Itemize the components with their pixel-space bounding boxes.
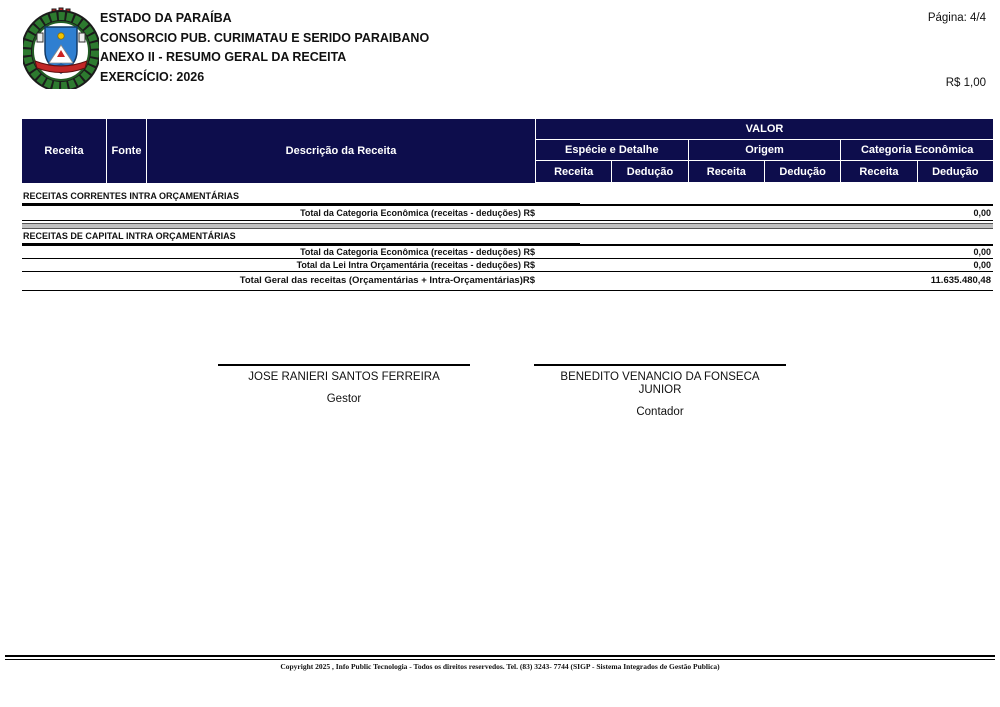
col-header-categoria-deducao: Dedução xyxy=(918,161,993,182)
signature-name: BENEDITO VENANCIO DA FONSECA JUNIOR xyxy=(560,371,760,396)
footer-rule xyxy=(5,655,995,660)
signature-name: JOSE RANIERI SANTOS FERREIRA xyxy=(248,371,440,383)
signature-line xyxy=(218,364,470,366)
col-header-valor: VALOR xyxy=(536,119,993,139)
section-title: RECEITAS DE CAPITAL INTRA ORÇAMENTÁRIAS xyxy=(22,229,580,244)
grand-total-label: Total Geral das receitas (Orçamentárias + Intra-Orçamentárias)R$ xyxy=(239,275,535,286)
col-header-especie-deducao: Dedução xyxy=(612,161,687,182)
signature-block-contador xyxy=(534,364,786,418)
table-row xyxy=(22,271,993,291)
currency-unit: R$ 1,00 xyxy=(945,77,986,89)
signature-line xyxy=(534,364,786,366)
grand-total-value: 11.635.480,48 xyxy=(930,275,991,286)
table-row xyxy=(22,258,993,271)
total-value: 0,00 xyxy=(973,208,991,218)
col-header-origem: Origem xyxy=(689,140,841,160)
total-value: 0,00 xyxy=(973,260,991,270)
table-row xyxy=(22,204,993,221)
report-exercise: EXERCÍCIO: 2026 xyxy=(100,69,205,84)
valor-subgroup-row xyxy=(536,140,993,160)
page-number: Página: 4/4 xyxy=(927,12,986,24)
col-header-categoria-economica: Categoria Econômica xyxy=(841,140,993,160)
signature-role: Contador xyxy=(636,406,684,418)
table-header xyxy=(22,119,993,183)
col-header-categoria-receita: Receita xyxy=(841,161,916,182)
table-body xyxy=(22,189,993,291)
col-header-origem-deducao: Dedução xyxy=(765,161,840,182)
org-state: ESTADO DA PARAÍBA xyxy=(100,11,232,25)
col-header-especie-detalhe: Espécie e Detalhe xyxy=(536,140,688,160)
report-title: ANEXO II - RESUMO GERAL DA RECEITA xyxy=(100,50,347,64)
col-header-receita: Receita xyxy=(22,119,106,183)
total-value: 0,00 xyxy=(973,247,991,257)
total-label: Total da Categoria Econômica (receitas - deduções) R$ xyxy=(300,247,535,257)
total-label: Total da Categoria Econômica (receitas - deduções) R$ xyxy=(300,208,535,218)
table-row xyxy=(22,229,993,244)
coat-of-arms-logo xyxy=(23,5,99,89)
total-label: Total da Lei Intra Orçamentária (receitas - deduções) R$ xyxy=(296,260,535,270)
signature-block-gestor xyxy=(218,364,470,405)
table-row xyxy=(22,189,993,204)
valor-subcolumn-row xyxy=(536,161,993,182)
col-header-especie-receita: Receita xyxy=(536,161,611,182)
col-header-descricao: Descrição da Receita xyxy=(147,119,535,183)
section-title: RECEITAS CORRENTES INTRA ORÇAMENTÁRIAS xyxy=(22,189,580,204)
valor-header-group xyxy=(536,119,993,183)
col-header-fonte: Fonte xyxy=(107,119,146,183)
org-entity: CONSORCIO PUB. CURIMATAU E SERIDO PARAIBANO xyxy=(100,30,430,45)
footer-copyright: Copyright 2025 , Info Public Tecnologia - Todos os direitos reservedos. Tel. (83) 3243- 7744 (SIGP - Sistema Integrados de Gestão Publica) xyxy=(280,662,720,671)
table-row xyxy=(22,244,993,258)
report-header xyxy=(100,9,429,87)
signature-role: Gestor xyxy=(326,393,362,405)
col-header-origem-receita: Receita xyxy=(689,161,764,182)
